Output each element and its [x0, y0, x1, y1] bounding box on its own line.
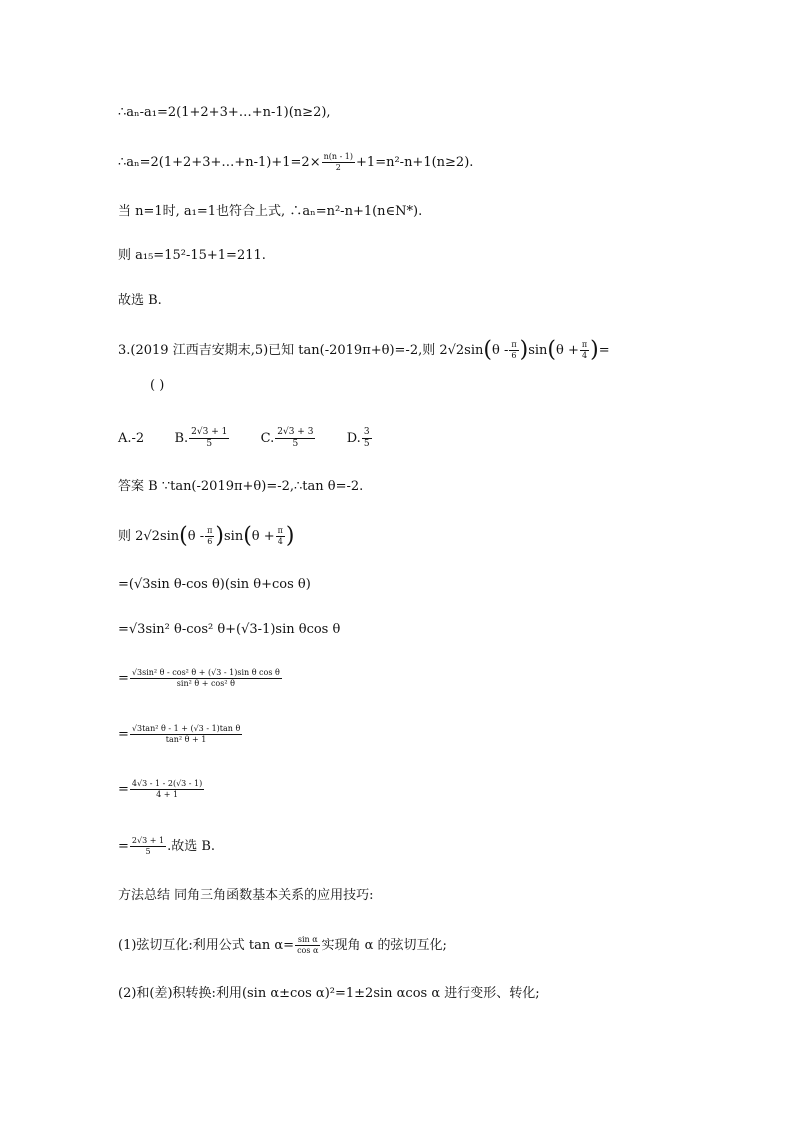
q3-open-paren-2: (	[547, 337, 556, 363]
step6-den: 5	[145, 847, 151, 856]
tip-2: (2)和(差)积转换:利用(sin α±cos α)²=1±2sin αcos α 进行变形、转化;	[118, 986, 540, 1001]
q3-theta-plus: θ +	[556, 343, 579, 358]
deriv-close-paren-2: )	[285, 523, 295, 549]
step5-fraction	[130, 779, 204, 800]
solution-line-1: ∴aₙ-a₁=2(1+2+3+…+n-1)(n≥2),	[118, 105, 331, 120]
derivation-step-5	[118, 779, 205, 800]
option-c-den: 5	[292, 439, 299, 449]
tip-1	[118, 935, 447, 956]
deriv-pi-over-4	[276, 526, 285, 547]
step4-fraction	[130, 724, 242, 745]
option-b-num: 2√3 + 1	[191, 427, 228, 437]
step6-num: 2√3 + 1	[131, 836, 165, 845]
step4-num: √3tan² θ - 1 + (√3 - 1)tan θ	[131, 724, 241, 733]
q3-pi6-den: 6	[511, 351, 517, 360]
solution-line-2	[118, 152, 473, 173]
q3-prefix: 3.(2019 江西吉安期末,5)已知 tan(-2019π+θ)=-2,则 2√2sin	[118, 343, 484, 358]
line2-fraction	[322, 152, 355, 173]
line2-fraction-num: n(n - 1)	[323, 152, 354, 161]
solution-line-5: 故选 B.	[118, 293, 162, 308]
tip1-prefix: (1)弦切互化:利用公式 tan α=	[118, 938, 295, 953]
deriv-open-paren-2: (	[243, 523, 252, 549]
step5-equals: =	[118, 782, 129, 797]
option-d-den: 5	[363, 439, 370, 449]
deriv-close-paren: )	[215, 523, 224, 549]
option-c-label: C.	[260, 431, 275, 446]
step3-fraction	[130, 668, 282, 689]
derivation-prefix: 则 2√2sin	[118, 529, 180, 544]
step3-num: √3sin² θ - cos² θ + (√3 - 1)sin θ cos θ	[131, 668, 280, 677]
solution-line-4: 则 a₁₅=15²-15+1=211.	[118, 248, 266, 263]
option-b-den: 5	[206, 439, 213, 449]
method-summary-title: 方法总结 同角三角函数基本关系的应用技巧:	[118, 888, 374, 903]
derivation-start	[118, 523, 295, 549]
option-c-num: 2√3 + 3	[277, 427, 314, 437]
deriv-open-paren: (	[179, 523, 188, 549]
step5-num: 4√3 - 1 - 2(√3 - 1)	[131, 779, 203, 788]
option-b-fraction	[189, 427, 229, 450]
option-d-label: D.	[346, 431, 361, 446]
q3-open-paren: (	[483, 337, 492, 363]
derivation-step-4	[118, 724, 243, 745]
option-c-fraction	[275, 427, 315, 450]
deriv-pi-over-6	[205, 526, 214, 547]
step4-den: tan² θ + 1	[165, 735, 207, 744]
derivation-step-6	[118, 836, 215, 857]
step4-equals: =	[118, 727, 129, 742]
q3-theta-minus: θ -	[491, 343, 509, 358]
deriv-sin: sin	[223, 529, 244, 544]
derivation-step-3	[118, 668, 283, 689]
deriv-pi4-den: 4	[277, 537, 283, 546]
step6-fraction	[130, 836, 166, 857]
step6-equals: =	[118, 839, 129, 854]
q3-pi-over-4	[580, 340, 589, 361]
step3-equals: =	[118, 671, 129, 686]
step3-den: sin² θ + cos² θ	[176, 679, 235, 688]
tip1-fraction	[295, 935, 320, 956]
q3-sin: sin	[528, 343, 548, 358]
derivation-step-2: =√3sin² θ-cos² θ+(√3-1)sin θcos θ	[118, 622, 341, 637]
step5-den: 4 + 1	[156, 790, 179, 799]
q3-close-paren-2: )	[590, 337, 599, 363]
q3-close-paren: )	[519, 337, 529, 363]
q3-pi4-den: 4	[581, 351, 588, 360]
derivation-step-1: =(√3sin θ-cos θ)(sin θ+cos θ)	[118, 577, 311, 592]
option-d-fraction	[362, 427, 372, 450]
solution-line-3: 当 n=1时, a₁=1也符合上式, ∴aₙ=n²-n+1(n∈N*).	[118, 204, 423, 219]
option-a: A.-2	[118, 431, 145, 446]
deriv-theta-minus: θ -	[187, 529, 205, 544]
tip1-suffix: 实现角 α 的弦切互化;	[321, 938, 447, 953]
q3-equals: =	[598, 343, 610, 358]
tip1-den: cos α	[297, 946, 319, 955]
option-b-label: B.	[174, 431, 189, 446]
q3-pi4-num: π	[581, 340, 588, 349]
deriv-pi6-den: 6	[207, 537, 213, 546]
tip1-num: sin α	[295, 935, 320, 946]
deriv-theta-plus: θ +	[251, 529, 275, 544]
question-3-options	[118, 427, 373, 450]
line2-prefix: ∴aₙ=2(1+2+3+…+n-1)+1=2×	[118, 155, 321, 170]
question-3-answer-blank: ( )	[150, 378, 165, 393]
line2-suffix: +1=n²-n+1(n≥2).	[356, 155, 474, 170]
q3-pi6-num: π	[511, 340, 517, 349]
q3-pi-over-6	[509, 340, 518, 361]
line2-fraction-den: 2	[335, 163, 341, 172]
option-d-num: 3	[363, 427, 370, 437]
deriv-pi6-num: π	[207, 526, 213, 535]
answer-line: 答案 B ∵tan(-2019π+θ)=-2,∴tan θ=-2.	[118, 479, 364, 494]
question-3-stem	[118, 337, 610, 363]
step6-suffix: .故选 B.	[167, 839, 216, 854]
deriv-pi4-num: π	[277, 526, 283, 535]
